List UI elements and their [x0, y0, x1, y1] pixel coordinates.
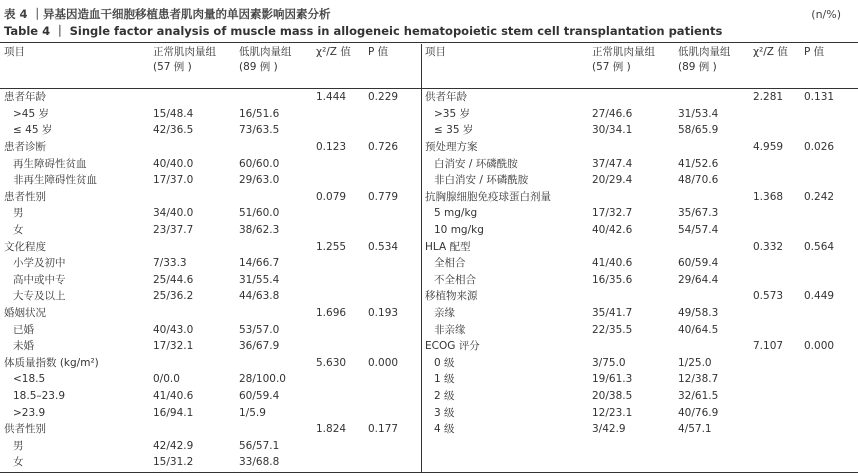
normal-group-value: 15/31.2 [153, 456, 194, 469]
normal-group-value: 17/32.7 [592, 207, 633, 220]
low-group-value: 40/76.9 [678, 406, 719, 419]
header-stat: χ²/Z 值 [316, 46, 351, 58]
table-row [425, 421, 853, 438]
stat-value: 0.332 [753, 240, 784, 253]
stat-value: 0.573 [753, 290, 784, 303]
p-value [804, 122, 853, 139]
normal-group-value: 41/40.6 [592, 257, 633, 270]
low-group-value: 73/63.5 [239, 124, 280, 137]
table-row [4, 454, 416, 471]
p-value: 0.177 [368, 423, 399, 436]
stat-value [316, 288, 368, 305]
p-value [804, 321, 853, 338]
stat-value [316, 205, 368, 222]
stat-value [316, 321, 368, 338]
row-label: >35 岁 [434, 107, 470, 120]
p-value [368, 454, 416, 471]
p-value [804, 388, 853, 405]
low-group-value: 33/68.8 [239, 456, 280, 469]
low-group-value [239, 355, 316, 372]
table-row [4, 355, 416, 372]
row-label: 供者年龄 [425, 91, 467, 104]
p-value [804, 421, 853, 438]
row-label: 预处理方案 [425, 141, 478, 154]
p-value [804, 172, 853, 189]
normal-group-value [592, 89, 678, 106]
p-value [368, 122, 416, 139]
low-group-value: 12/38.7 [678, 373, 719, 386]
p-value [368, 338, 416, 355]
table-row [4, 404, 416, 421]
p-value: 0.726 [368, 141, 399, 154]
row-label: >45 岁 [13, 107, 49, 120]
stat-value [753, 106, 804, 123]
table-row [4, 371, 416, 388]
low-group-value: 40/64.5 [678, 323, 719, 336]
header-low-line2: (89 例 ) [239, 61, 278, 73]
stat-value: 4.959 [753, 141, 784, 154]
normal-group-value [592, 189, 678, 206]
normal-group-value: 3/75.0 [592, 356, 626, 369]
stat-value [753, 355, 804, 372]
low-group-value [239, 89, 316, 106]
table-row [4, 388, 416, 405]
normal-group-value: 35/41.7 [592, 307, 633, 320]
p-value [368, 288, 416, 305]
stat-value [753, 205, 804, 222]
row-label: 4 级 [434, 423, 455, 436]
table-row [4, 172, 416, 189]
row-label: 女 [13, 456, 24, 469]
p-value [368, 404, 416, 421]
normal-group-value [153, 89, 239, 106]
normal-group-value: 42/36.5 [153, 124, 194, 137]
low-group-value: 29/63.0 [239, 174, 280, 187]
row-label: ≤ 45 岁 [13, 124, 53, 137]
low-group-value: 32/61.5 [678, 389, 719, 402]
row-label: 患者年龄 [4, 91, 46, 104]
table-row [425, 355, 853, 372]
row-label: 非白消安 / 环磷酰胺 [434, 174, 529, 187]
p-value [368, 172, 416, 189]
stat-value: 5.630 [316, 356, 347, 369]
table-row [425, 89, 853, 106]
normal-group-value: 34/40.0 [153, 207, 194, 220]
low-group-value: 60/59.4 [239, 389, 280, 402]
header-item: 项目 [4, 46, 25, 58]
row-label: 1 级 [434, 373, 455, 386]
normal-group-value: 0/0.0 [153, 373, 180, 386]
low-group-value [678, 139, 753, 156]
low-group-value: 44/63.8 [239, 290, 280, 303]
stat-value [753, 305, 804, 322]
normal-group-value: 37/47.4 [592, 157, 633, 170]
stat-value [316, 122, 368, 139]
low-group-value: 49/58.3 [678, 307, 719, 320]
low-group-value [239, 238, 316, 255]
row-label: 已婚 [13, 323, 34, 336]
low-group-value: 29/64.4 [678, 273, 719, 286]
normal-group-value: 22/35.5 [592, 323, 633, 336]
row-label: ECOG 评分 [425, 340, 480, 353]
low-group-value: 48/70.6 [678, 174, 719, 187]
low-group-value [239, 139, 316, 156]
p-value [368, 106, 416, 123]
table-row [425, 338, 853, 355]
normal-group-value [153, 238, 239, 255]
row-label: 患者性别 [4, 190, 46, 203]
normal-group-value [153, 189, 239, 206]
normal-group-value: 15/48.4 [153, 107, 194, 120]
normal-group-value: 17/37.0 [153, 174, 194, 187]
normal-group-value: 16/35.6 [592, 273, 633, 286]
table-row [425, 305, 853, 322]
table-row [425, 288, 853, 305]
table-row [425, 172, 853, 189]
table-row [425, 139, 853, 156]
p-value [804, 272, 853, 289]
row-label: 大专及以上 [13, 290, 66, 303]
stat-value [753, 321, 804, 338]
stat-value [316, 437, 368, 454]
table-row [425, 321, 853, 338]
normal-group-value: 20/29.4 [592, 174, 633, 187]
table-row [4, 238, 416, 255]
stat-value [753, 172, 804, 189]
p-value [804, 404, 853, 421]
header-low-line2: (89 例 ) [678, 61, 717, 73]
stat-value: 1.824 [316, 423, 347, 436]
row-label: 10 mg/kg [434, 224, 484, 237]
table-row [425, 205, 853, 222]
p-value [804, 205, 853, 222]
table-row [4, 189, 416, 206]
low-group-value: 41/52.6 [678, 157, 719, 170]
normal-group-value: 19/61.3 [592, 373, 633, 386]
table-row [425, 189, 853, 206]
p-value: 0.000 [804, 340, 835, 353]
table-row [4, 89, 416, 106]
header-normal-line2: (57 例 ) [592, 61, 631, 73]
row-label: 男 [13, 207, 24, 220]
stat-value [316, 404, 368, 421]
stat-value: 1.255 [316, 240, 347, 253]
row-label: 未婚 [13, 340, 34, 353]
low-group-value: 14/66.7 [239, 257, 280, 270]
row-label: 患者诊断 [4, 141, 46, 154]
stat-value [316, 338, 368, 355]
normal-group-value [592, 238, 678, 255]
stat-value: 1.444 [316, 91, 347, 104]
stat-value [316, 155, 368, 172]
table-row [425, 155, 853, 172]
row-label: 抗胸腺细胞免疫球蛋白剂量 [425, 190, 551, 203]
stat-value [753, 272, 804, 289]
row-label: 婚姻状况 [4, 307, 46, 320]
p-value [368, 255, 416, 272]
header-low-line1: 低肌肉量组 [239, 46, 292, 58]
stat-value: 0.079 [316, 190, 347, 203]
normal-group-value: 16/94.1 [153, 406, 194, 419]
p-value: 0.000 [368, 356, 399, 369]
header-normal-line1: 正常肌肉量组 [592, 46, 655, 58]
p-value: 0.534 [368, 240, 399, 253]
low-group-value: 58/65.9 [678, 124, 719, 137]
stat-value [316, 272, 368, 289]
low-group-value: 1/25.0 [678, 356, 712, 369]
low-group-value: 53/57.0 [239, 323, 280, 336]
normal-group-value: 30/34.1 [592, 124, 633, 137]
p-value [368, 155, 416, 172]
table-row [425, 255, 853, 272]
stat-value [316, 106, 368, 123]
table-row [4, 288, 416, 305]
table-row [4, 338, 416, 355]
low-group-value: 60/60.0 [239, 157, 280, 170]
row-label: 亲缘 [434, 307, 455, 320]
row-label: >23.9 [13, 406, 46, 419]
table-row [425, 122, 853, 139]
normal-group-value [153, 139, 239, 156]
table-row [4, 122, 416, 139]
stat-value [753, 122, 804, 139]
normal-group-value: 20/38.5 [592, 389, 633, 402]
p-value [804, 305, 853, 322]
row-label: HLA 配型 [425, 240, 471, 253]
stat-value: 7.107 [753, 340, 784, 353]
low-group-value: 56/57.1 [239, 439, 280, 452]
p-value [368, 272, 416, 289]
low-group-value: 31/55.4 [239, 273, 280, 286]
stat-value [316, 172, 368, 189]
stat-value: 1.368 [753, 190, 784, 203]
stat-value [316, 371, 368, 388]
stat-value [753, 371, 804, 388]
left-table [4, 43, 416, 471]
low-group-value [678, 189, 753, 206]
low-group-value: 35/67.3 [678, 207, 719, 220]
p-value: 0.564 [804, 240, 835, 253]
column-separator [421, 44, 422, 472]
p-value: 0.229 [368, 91, 399, 104]
stat-value [753, 222, 804, 239]
unit-label: (n/%) [811, 8, 841, 21]
p-value: 0.193 [368, 307, 399, 320]
table-row [4, 155, 416, 172]
row-label: 2 级 [434, 389, 455, 402]
table-title-cn: 表 4 ｜异基因造血干细胞移植患者肌肉量的单因素影响因素分析 [4, 7, 331, 21]
stat-value [316, 388, 368, 405]
header-low [239, 43, 316, 89]
p-value [804, 371, 853, 388]
row-label: 再生障碍性贫血 [13, 157, 87, 170]
header-normal [592, 43, 678, 89]
normal-group-value: 42/42.9 [153, 439, 194, 452]
p-value [368, 388, 416, 405]
table-row [425, 388, 853, 405]
row-label: 非再生障碍性贫血 [13, 174, 97, 187]
normal-group-value [153, 421, 239, 438]
low-group-value: 16/51.6 [239, 107, 280, 120]
p-value [368, 371, 416, 388]
low-group-value: 51/60.0 [239, 207, 280, 220]
p-value: 0.449 [804, 290, 835, 303]
normal-group-value: 3/42.9 [592, 423, 626, 436]
bottom-rule [0, 472, 858, 473]
stat-value [753, 255, 804, 272]
row-label: 5 mg/kg [434, 207, 478, 220]
low-group-value: 38/62.3 [239, 224, 280, 237]
low-group-value: 36/67.9 [239, 340, 280, 353]
right-table [425, 43, 853, 437]
p-value: 0.242 [804, 190, 835, 203]
stat-value [753, 421, 804, 438]
normal-group-value: 12/23.1 [592, 406, 633, 419]
table-row [425, 222, 853, 239]
row-label: 18.5–23.9 [13, 389, 66, 402]
row-label: 非亲缘 [434, 323, 466, 336]
p-value [368, 222, 416, 239]
row-label: 小学及初中 [13, 257, 66, 270]
p-value [804, 106, 853, 123]
row-label: 3 级 [434, 406, 455, 419]
header-stat: χ²/Z 值 [753, 46, 788, 58]
low-group-value: 54/57.4 [678, 224, 719, 237]
stat-value [753, 388, 804, 405]
table-row [4, 321, 416, 338]
right-header-row [425, 43, 853, 89]
stat-value [316, 255, 368, 272]
p-value: 0.026 [804, 141, 835, 154]
row-label: ≤ 35 岁 [434, 124, 474, 137]
table-row [4, 437, 416, 454]
row-label: <18.5 [13, 373, 46, 386]
stat-value [316, 454, 368, 471]
stat-value [753, 155, 804, 172]
normal-group-value: 7/33.3 [153, 257, 187, 270]
low-group-value [678, 238, 753, 255]
table-row [4, 222, 416, 239]
row-label: 供者性别 [4, 423, 46, 436]
table-row [425, 106, 853, 123]
header-p: P 值 [368, 46, 389, 58]
header-p: P 值 [804, 46, 825, 58]
low-group-value [239, 189, 316, 206]
low-group-value: 28/100.0 [239, 373, 286, 386]
normal-group-value: 40/43.0 [153, 323, 194, 336]
stat-value [753, 404, 804, 421]
normal-group-value: 25/44.6 [153, 273, 194, 286]
stat-value: 1.696 [316, 307, 347, 320]
row-label: 白消安 / 环磷酰胺 [434, 157, 518, 170]
p-value [804, 155, 853, 172]
normal-group-value: 41/40.6 [153, 389, 194, 402]
row-label: 女 [13, 224, 24, 237]
row-label: 0 级 [434, 356, 455, 369]
low-group-value: 60/59.4 [678, 257, 719, 270]
p-value [804, 355, 853, 372]
normal-group-value [592, 288, 678, 305]
p-value [804, 222, 853, 239]
table-row [4, 139, 416, 156]
table-row [425, 371, 853, 388]
normal-group-value: 25/36.2 [153, 290, 194, 303]
row-label: 体质量指数 (kg/m²) [4, 356, 99, 369]
row-label: 移植物来源 [425, 290, 478, 303]
table-row [425, 404, 853, 421]
low-group-value [678, 288, 753, 305]
p-value [804, 255, 853, 272]
normal-group-value [153, 355, 239, 372]
normal-group-value [153, 305, 239, 322]
stat-value: 2.281 [753, 91, 784, 104]
header-item: 项目 [425, 46, 446, 58]
low-group-value [239, 421, 316, 438]
row-label: 不全相合 [434, 273, 476, 286]
header-normal [153, 43, 239, 89]
p-value [368, 437, 416, 454]
row-label: 高中或中专 [13, 273, 66, 286]
p-value: 0.779 [368, 190, 399, 203]
normal-group-value [592, 338, 678, 355]
table-title-en: Table 4 ｜ Single factor analysis of muscle mass in allogeneic hematopoietic stem cell transplantation patients [4, 24, 723, 38]
table-row [425, 238, 853, 255]
header-normal-line1: 正常肌肉量组 [153, 46, 216, 58]
header-normal-line2: (57 例 ) [153, 61, 192, 73]
table-row [4, 255, 416, 272]
row-label: 全相合 [434, 257, 466, 270]
stat-value [316, 222, 368, 239]
normal-group-value: 40/42.6 [592, 224, 633, 237]
table-row [4, 305, 416, 322]
p-value [368, 205, 416, 222]
low-group-value [678, 89, 753, 106]
p-value [368, 321, 416, 338]
header-low-line1: 低肌肉量组 [678, 46, 731, 58]
left-header-row [4, 43, 416, 89]
low-group-value [239, 305, 316, 322]
p-value: 0.131 [804, 91, 835, 104]
table-row [425, 272, 853, 289]
table-row [4, 272, 416, 289]
low-group-value: 4/57.1 [678, 423, 712, 436]
row-label: 文化程度 [4, 240, 46, 253]
normal-group-value: 23/37.7 [153, 224, 194, 237]
row-label: 男 [13, 439, 24, 452]
table-row [4, 205, 416, 222]
table-row [4, 106, 416, 123]
low-group-value [678, 338, 753, 355]
table-row [4, 421, 416, 438]
normal-group-value: 40/40.0 [153, 157, 194, 170]
normal-group-value: 27/46.6 [592, 107, 633, 120]
low-group-value: 31/53.4 [678, 107, 719, 120]
header-low [678, 43, 753, 89]
low-group-value: 1/5.9 [239, 406, 266, 419]
normal-group-value [592, 139, 678, 156]
normal-group-value: 17/32.1 [153, 340, 194, 353]
stat-value: 0.123 [316, 141, 347, 154]
